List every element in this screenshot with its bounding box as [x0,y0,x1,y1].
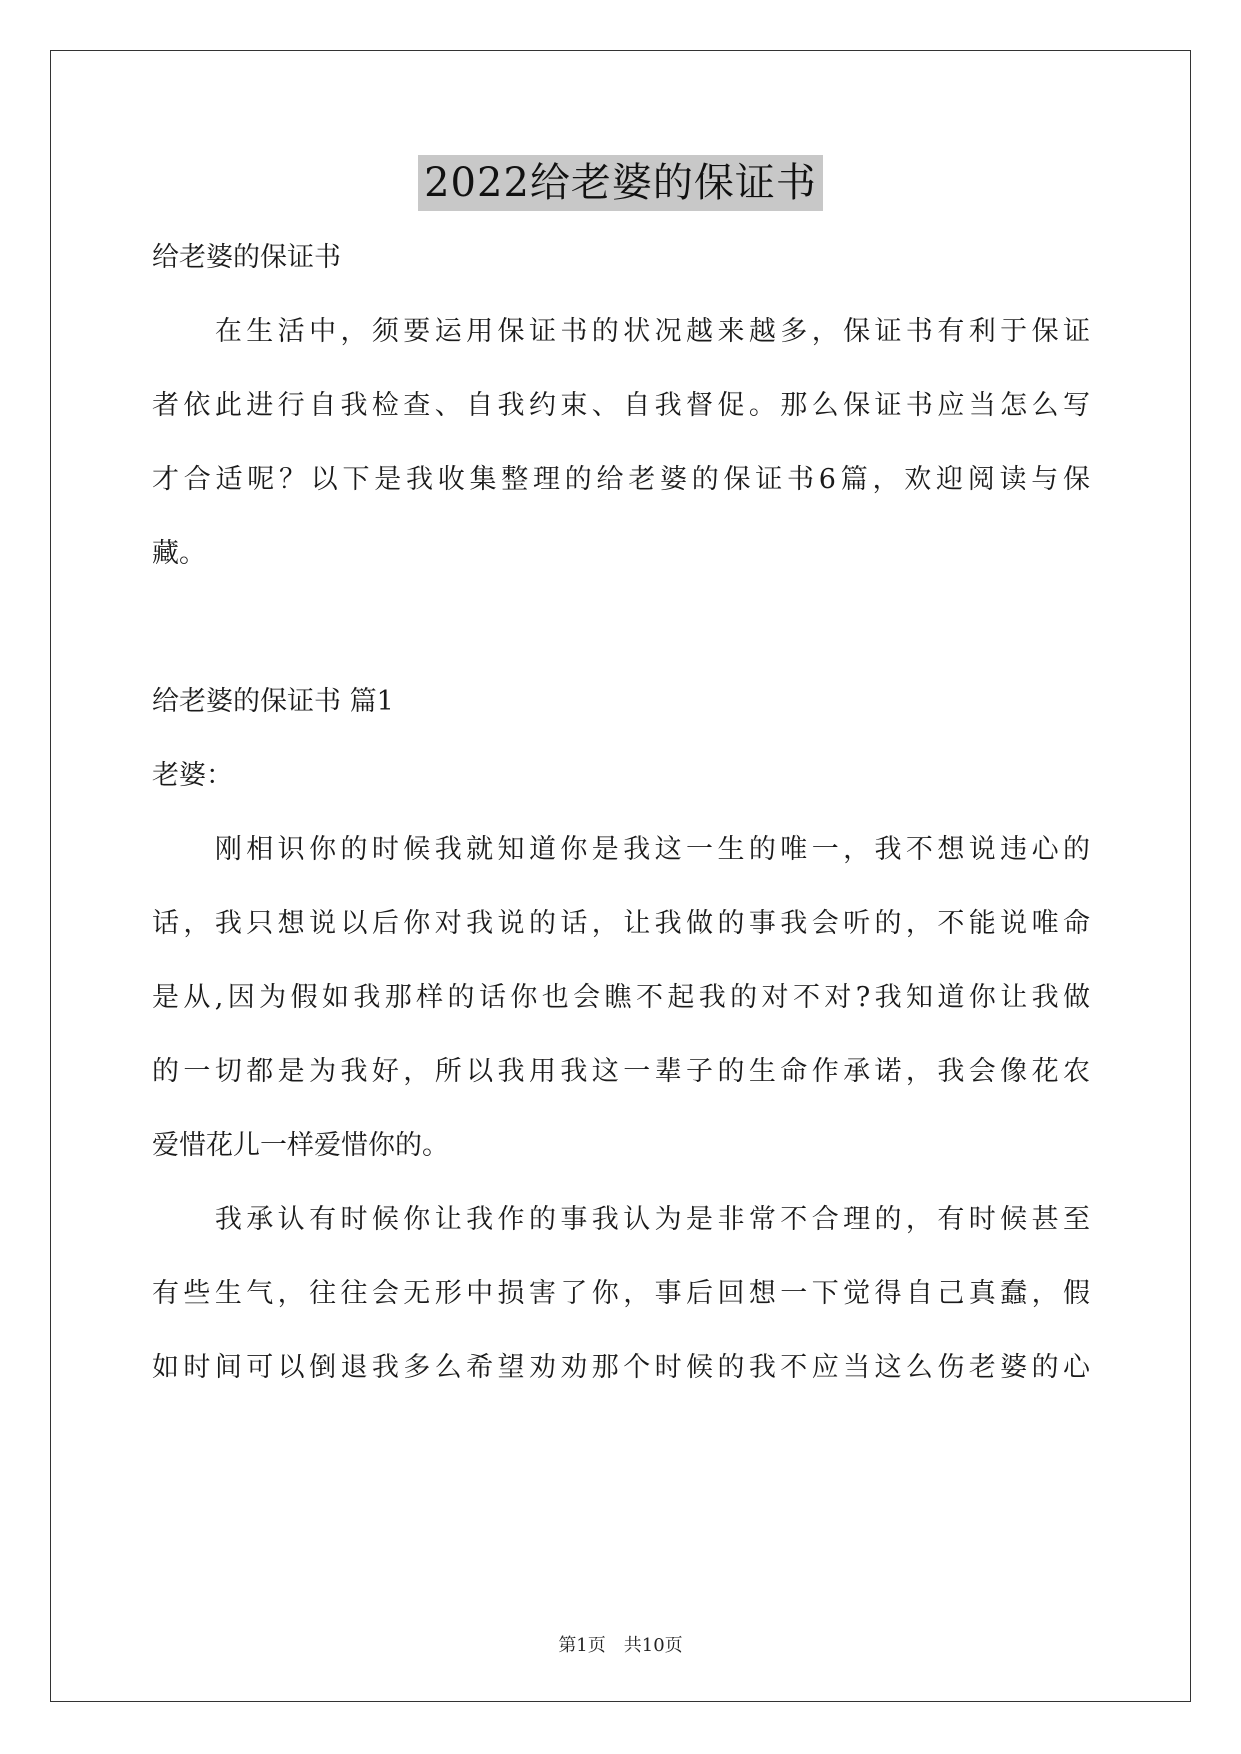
page-border [50,50,1191,1702]
section-heading: 给老婆的保证书 [152,242,341,273]
page-footer [0,1634,1241,1658]
paragraph-line: 我承认有时候你让我作的事我认为是非常不合理的，有时候甚至 [152,1204,1090,1235]
paragraph-line: 话，我只想说以后你对我说的话，让我做的事我会听的，不能说唯命 [152,908,1090,939]
paragraph-line: 者依此进行自我检查、自我约束、自我督促。那么保证书应当怎么写 [152,390,1090,421]
paragraph-line: 藏。 [152,538,206,569]
total-pages-label: 共10页 [623,1635,683,1656]
paragraph-line: 才合适呢？以下是我收集整理的给老婆的保证书6篇，欢迎阅读与保 [152,464,1090,495]
paragraph-line: 爱惜花儿一样爱惜你的。 [152,1130,449,1161]
paragraph-line: 是从,因为假如我那样的话你也会瞧不起我的对不对?我知道你让我做 [152,982,1090,1013]
paragraph-line: 在生活中，须要运用保证书的状况越来越多，保证书有利于保证 [152,316,1090,347]
salutation: 老婆： [152,760,233,791]
paragraph-line: 有些生气，往往会无形中损害了你，事后回想一下觉得自己真蠢，假 [152,1278,1090,1309]
document-title: 2022给老婆的保证书 [418,155,823,211]
paragraph-line: 的一切都是为我好，所以我用我这一辈子的生命作承诺，我会像花农 [152,1056,1090,1087]
title-wrapper [0,155,1241,211]
chapter-heading: 给老婆的保证书 篇1 [152,686,394,717]
paragraph-line: 如时间可以倒退我多么希望劝劝那个时候的我不应当这么伤老婆的心 [152,1352,1090,1383]
current-page-label: 第1页 [558,1635,606,1656]
paragraph-line: 刚相识你的时候我就知道你是我这一生的唯一，我不想说违心的 [152,834,1090,865]
